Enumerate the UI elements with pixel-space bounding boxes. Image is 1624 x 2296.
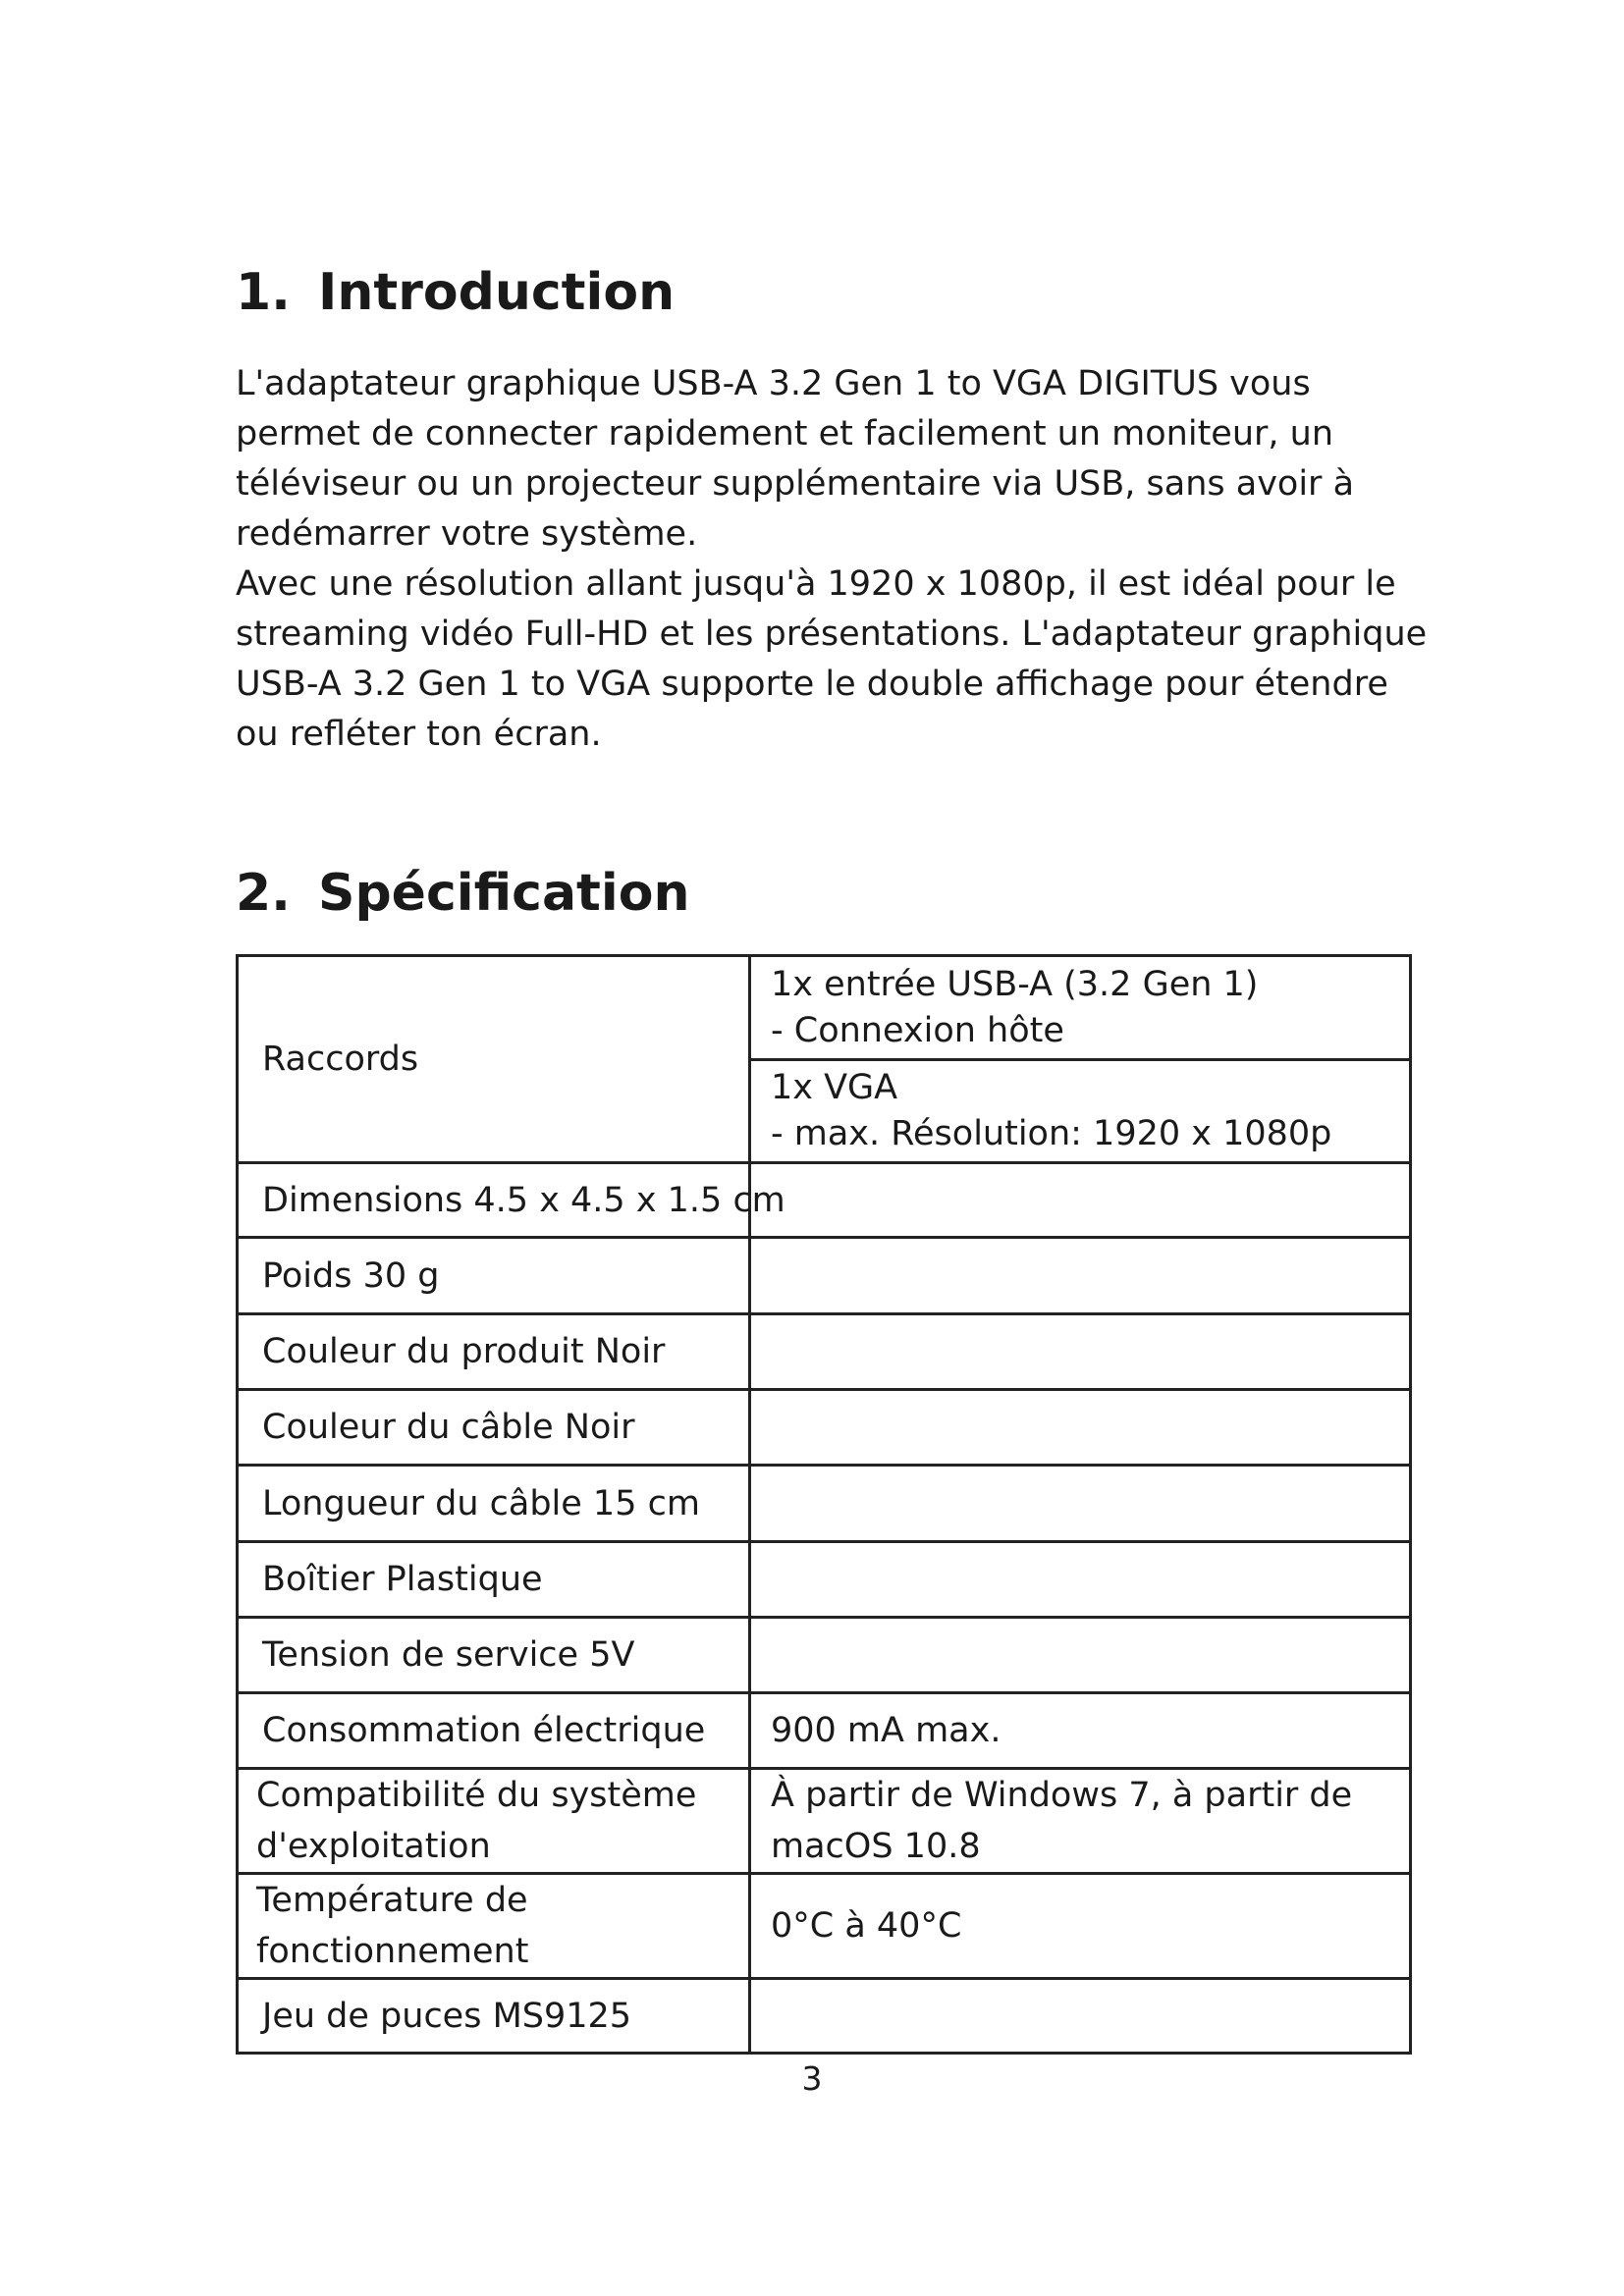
empty-cell: [750, 1390, 1411, 1466]
cell-text: Boîtier Plastique: [262, 1560, 543, 1599]
cell-text: macOS 10.8: [771, 1827, 981, 1866]
empty-cell: [750, 1979, 1411, 2054]
cell-text: Couleur du câble Noir: [262, 1408, 635, 1447]
cell-text: Couleur du produit Noir: [262, 1332, 666, 1371]
section-heading-introduction: [236, 263, 675, 322]
spec-label-raccords: [238, 956, 750, 1163]
cell-text: Température de: [256, 1881, 528, 1920]
cell-text: Tension de service 5V: [262, 1635, 635, 1675]
intro-line: streaming vidéo Full-HD et les présentations. L'adaptateur graphique: [236, 614, 1428, 654]
table-row: [238, 1693, 1411, 1769]
page-number: 3: [801, 2059, 823, 2098]
intro-line: permet de connecter rapidement et facilement un moniteur, un: [236, 414, 1334, 454]
table-row: [238, 1979, 1411, 2054]
section-number: 1.: [236, 263, 291, 322]
spec-couleur-produit: [238, 1314, 750, 1390]
cell-text: À partir de Windows 7, à partir de: [771, 1776, 1353, 1815]
spec-poids: [238, 1238, 750, 1314]
cell-text: - Connexion hôte: [771, 1010, 1064, 1050]
spec-consommation-value: [750, 1693, 1411, 1769]
cell-text: d'exploitation: [256, 1827, 491, 1866]
empty-cell: [750, 1466, 1411, 1542]
cell-text: 900 mA max.: [771, 1711, 1001, 1750]
empty-cell: [750, 1238, 1411, 1314]
table-row: [238, 1874, 1411, 1979]
spec-longueur-cable: [238, 1466, 750, 1542]
cell-text: Dimensions 4.5 x 4.5 x 1.5 cm: [262, 1180, 785, 1220]
spec-dimensions: [238, 1163, 785, 1238]
intro-line: Avec une résolution allant jusqu'à 1920 x 1080p, il est idéal pour le: [236, 564, 1396, 604]
table-row: [238, 1769, 1411, 1874]
cell-text: fonctionnement: [256, 1932, 529, 1971]
table-row: [238, 1238, 1411, 1314]
empty-cell: [750, 1163, 1411, 1238]
table-row: [238, 1163, 1411, 1238]
spec-value-raccords-vga: [750, 1060, 1411, 1163]
intro-line: téléviseur ou un projecteur supplémentaire via USB, sans avoir à: [236, 464, 1355, 504]
spec-boitier: [238, 1542, 750, 1618]
cell-text: - max. Résolution: 1920 x 1080p: [771, 1114, 1332, 1153]
table-row: [238, 1466, 1411, 1542]
spec-couleur-cable: [238, 1390, 750, 1466]
spec-compatibilite-label: [238, 1769, 750, 1874]
table-row: [238, 956, 1411, 1060]
empty-cell: [750, 1618, 1411, 1693]
table-row: [238, 1618, 1411, 1693]
spec-value-raccords-usb: [750, 956, 1411, 1060]
section-title: Spécification: [318, 864, 690, 923]
cell-text: Raccords: [262, 1040, 419, 1079]
empty-cell: [750, 1542, 1411, 1618]
cell-text: Longueur du câble 15 cm: [262, 1483, 700, 1523]
section-heading-specification: [236, 864, 689, 923]
cell-text: 0°C à 40°C: [771, 1906, 962, 1946]
introduction-body: [236, 359, 1428, 760]
section-number: 2.: [236, 864, 291, 923]
spec-jeu-puces: [238, 1979, 750, 2054]
spec-compatibilite-value: [750, 1769, 1411, 1874]
intro-line: redémarrer votre système.: [236, 514, 698, 554]
cell-text: Compatibilité du système: [256, 1776, 697, 1815]
table-row: [238, 1542, 1411, 1618]
spec-tension: [238, 1618, 750, 1693]
cell-text: Consommation électrique: [262, 1711, 706, 1750]
cell-text: Poids 30 g: [262, 1255, 440, 1296]
spec-temperature-label: [238, 1874, 750, 1979]
empty-cell: [750, 1314, 1411, 1390]
cell-text: 1x VGA: [771, 1068, 898, 1107]
section-title: Introduction: [318, 263, 676, 322]
intro-line: L'adaptateur graphique USB-A 3.2 Gen 1 to VGA DIGITUS vous: [236, 364, 1311, 403]
specification-table: [236, 954, 1412, 2055]
intro-line: USB-A 3.2 Gen 1 to VGA supporte le double affichage pour étendre: [236, 665, 1388, 704]
cell-text: Jeu de puces MS9125: [262, 1996, 632, 2036]
table-row: [238, 1390, 1411, 1466]
intro-line: ou refléter ton écran.: [236, 715, 602, 754]
cell-text: 1x entrée USB-A (3.2 Gen 1): [771, 964, 1259, 1004]
spec-temperature-value: [750, 1874, 1411, 1979]
table-row: [238, 1314, 1411, 1390]
spec-consommation-label: [238, 1693, 750, 1769]
